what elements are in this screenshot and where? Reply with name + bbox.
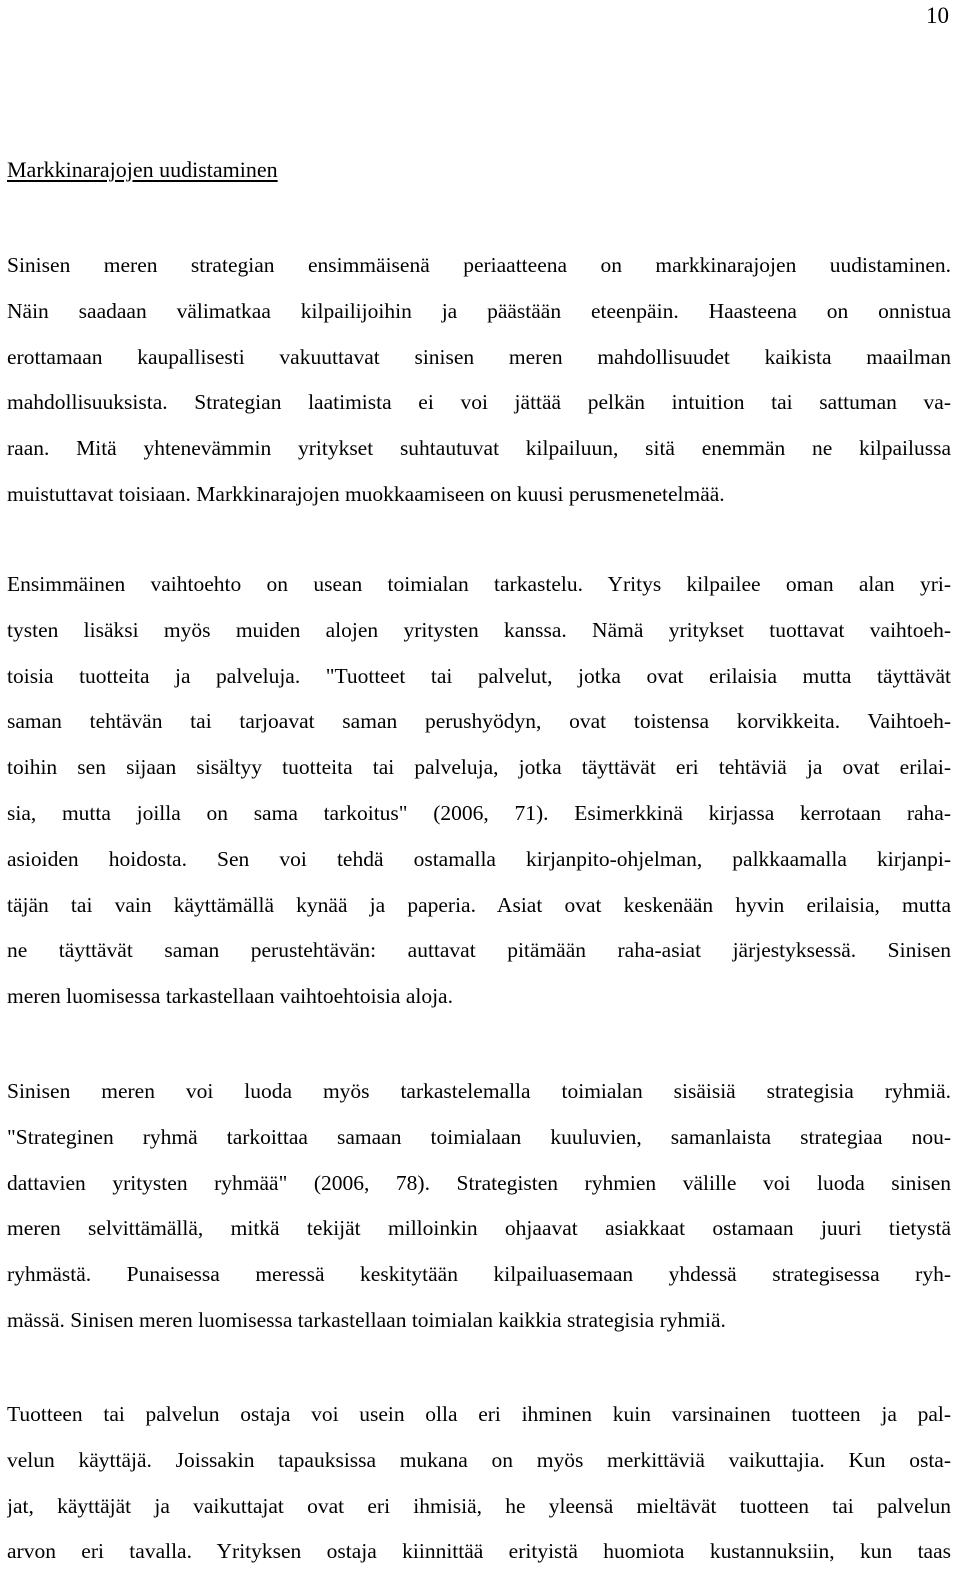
text-line: saman tehtävän tai tarjoavat saman perushyödyn, ovat toistensa korvikkeita. Vaihtoeh- [7, 709, 951, 734]
text-line: "Strateginen ryhmä tarkoittaa samaan toimialaan kuuluvien, samanlaista strategiaa nou- [7, 1124, 951, 1149]
page-number: 10 [926, 3, 949, 28]
text-line: tysten lisäksi myös muiden alojen yritysten kanssa. Nämä yritykset tuottavat vaihtoeh- [7, 617, 951, 642]
paragraph-4 [7, 1399, 951, 1582]
text-line: mässä. Sinisen meren luomisessa tarkastellaan toimialan kaikkia strategisia ryhmiä. [7, 1307, 726, 1332]
text-line: raan. Mitä yhtenevämmin yritykset suhtautuvat kilpailuun, sitä enemmän ne kilpailussa [7, 436, 951, 461]
text-line: Sinisen meren voi luoda myös tarkastelemalla toimialan sisäisiä strategisia ryhmiä. [7, 1079, 951, 1103]
text-line: Ensimmäinen vaihtoehto on usean toimialan tarkastelu. Yritys kilpailee oman alan yri- [7, 572, 951, 596]
text-line: meren selvittämällä, mitkä tekijät milloinkin ohjaavat asiakkaat ostamaan juuri tietystä [7, 1216, 951, 1241]
paragraph-2 [7, 569, 951, 1027]
text-line: velun käyttäjä. Joissakin tapauksissa mukana on myös merkittäviä vaikuttajia. Kun osta- [7, 1447, 951, 1472]
text-line: täjän tai vain käyttämällä kynää ja paperia. Asiat ovat keskenään hyvin erilaisia, mutta [7, 892, 951, 917]
text-line: toisia tuotteita ja palveluja. "Tuotteet tai palvelut, jotka ovat erilaisia mutta täyttävät [7, 663, 951, 688]
text-line: Tuotteen tai palvelun ostaja voi usein olla eri ihminen kuin varsinainen tuotteen ja pal- [7, 1402, 951, 1426]
text-line: mahdollisuuksista. Strategian laatimista ei voi jättää pelkän intuition tai sattuman va- [7, 390, 951, 415]
text-line: ne täyttävät saman perustehtävän: auttavat pitämään raha-asiat järjestyksessä. Sinisen [7, 938, 951, 963]
text-line: sia, mutta joilla on sama tarkoitus" (2006, 71). Esimerkkinä kirjassa kerrotaan raha- [7, 800, 951, 825]
paragraph-1 [7, 250, 951, 525]
text-line: meren luomisessa tarkastellaan vaihtoehtoisia aloja. [7, 984, 453, 1009]
text-line: Sinisen meren strategian ensimmäisenä periaatteena on markkinarajojen uudistaminen. [7, 253, 951, 277]
text-line: asioiden hoidosta. Sen voi tehdä ostamalla kirjanpito-ohjelman, palkkaamalla kirjanpi- [7, 846, 951, 871]
text-line: ryhmästä. Punaisessa meressä keskitytään kilpailuasemaan yhdessä strategisessa ryh- [7, 1262, 951, 1287]
text-line: erottamaan kaupallisesti vakuuttavat sinisen meren mahdollisuudet kaikista maailman [7, 344, 951, 369]
section-heading: Markkinarajojen uudistaminen [7, 157, 278, 182]
text-line: toihin sen sijaan sisältyy tuotteita tai palveluja, jotka täyttävät eri tehtäviä ja ovat erilai- [7, 755, 951, 780]
text-line: Näin saadaan välimatkaa kilpailijoihin ja päästään eteenpäin. Haasteena on onnistua [7, 298, 951, 323]
text-line: muistuttavat toisiaan. Markkinarajojen muokkaamiseen on kuusi perusmenetelmää. [7, 481, 725, 506]
text-line: arvon eri tavalla. Yrityksen ostaja kiinnittää erityistä huomiota kustannuksiin, kun taas [7, 1539, 951, 1564]
text-line: jat, käyttäjät ja vaikuttajat ovat eri ihmisiä, he yleensä mieltävät tuotteen tai palvelun [7, 1493, 951, 1518]
text-line: dattavien yritysten ryhmää" (2006, 78). Strategisten ryhmien välille voi luoda sinisen [7, 1170, 951, 1195]
paragraph-3 [7, 1076, 951, 1351]
